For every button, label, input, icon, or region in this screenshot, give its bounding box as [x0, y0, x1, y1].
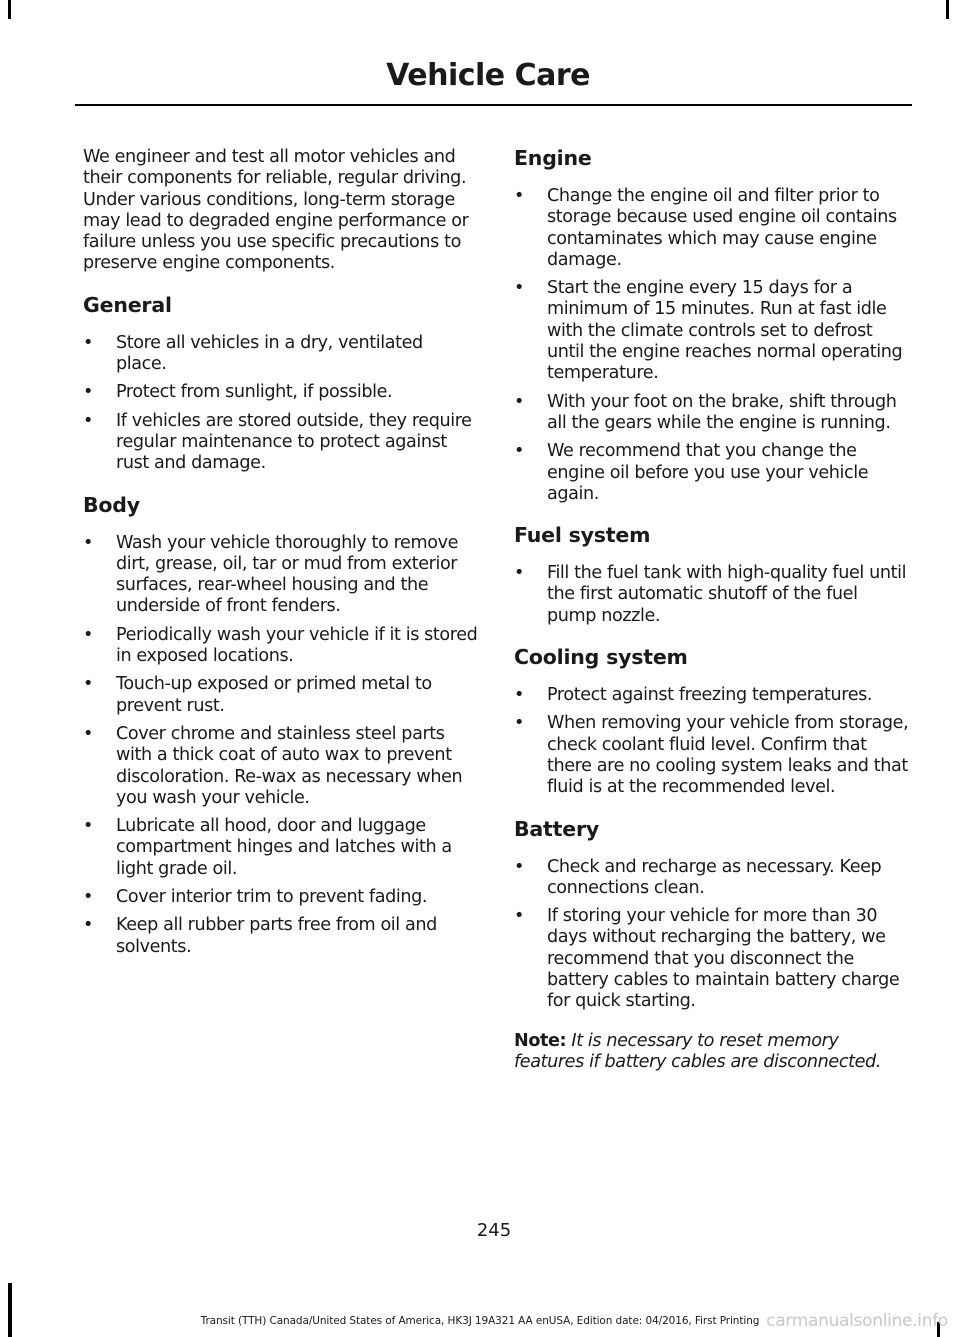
section-heading-engine: Engine — [514, 146, 592, 170]
bullet: • — [83, 410, 93, 431]
list-item: • Keep all rubber parts free from oil and solvents. — [83, 915, 437, 957]
left-column — [83, 147, 478, 976]
general-list — [83, 333, 478, 475]
list-item: • Periodically wash your vehicle if it is stored in exposed locations. — [83, 624, 478, 667]
section-heading-cooling-system: Cooling system — [514, 645, 688, 670]
note-label: Note: — [514, 1030, 567, 1051]
note-text: It is necessary to reset memory features if battery cables are disconnected. — [514, 1030, 882, 1072]
section-heading-battery: Battery — [514, 816, 600, 841]
section-heading-general: General — [83, 292, 172, 317]
list-item: • Start the engine every 15 days for a minimum of 15 minutes. Run at fast idle with the climate controls set to defrost until the engine reaches normal operating temperature. — [514, 278, 903, 384]
list-item: • Fill the fuel tank with high-quality fuel until the first automatic shutoff of the fuel pump nozzle. — [514, 563, 907, 626]
crop-mark-top-left — [8, 0, 11, 19]
bullet: • — [83, 887, 93, 908]
list-item: • When removing your vehicle from storage, check coolant fluid level. Confirm that there are no cooling system leaks and that fluid is at the recommended level. — [514, 713, 909, 798]
list-item: • Touch-up exposed or primed metal to prevent rust. — [83, 674, 432, 716]
list-item: • Store all vehicles in a dry, ventilated place. — [83, 332, 423, 375]
list-item: • Check and recharge as necessary. Keep connections clean. — [514, 856, 882, 898]
page-number: 245 — [476, 1220, 512, 1241]
bullet: • — [83, 332, 93, 353]
list-item: • If vehicles are stored outside, they require regular maintenance to protect against rust and damage. — [83, 410, 472, 474]
bullet: • — [514, 713, 524, 734]
note-paragraph — [514, 1031, 910, 1074]
bullet: • — [514, 856, 524, 877]
intro-paragraph: We engineer and test all motor vehicles and their components for reliable, regular driving. Under various conditions, long-term storage may lead to degraded engine performance or failure unless you use specific precautions to preserve engine components. — [83, 147, 469, 274]
list-item: • Protect against freezing temperatures. — [514, 685, 873, 706]
bullet: • — [514, 906, 524, 927]
list-item: • Wash your vehicle thoroughly to remove dirt, grease, oil, tar or mud from exterior surfaces, rear-wheel housing and the underside of front fenders. — [83, 532, 459, 617]
list-item: • If storing your vehicle for more than 30 days without recharging the battery, we recommend that you disconnect the battery cables to maintain battery charge for quick starting. — [514, 906, 900, 1012]
bullet: • — [83, 624, 93, 645]
bullet: • — [514, 278, 524, 299]
list-item: • Protect from sunlight, if possible. — [83, 382, 393, 403]
right-column — [514, 146, 910, 1091]
cooling-list — [514, 685, 910, 798]
bullet: • — [83, 915, 93, 936]
footer-edition-info: Transit (TTH) Canada/United States of America, HK3J 19A321 AA enUSA, Edition date: 04/2016, First Printing — [200, 1315, 760, 1327]
bullet: • — [83, 382, 93, 403]
bullet: • — [514, 563, 524, 584]
bullet: • — [83, 532, 93, 553]
bullet: • — [83, 816, 93, 837]
bullet: • — [514, 441, 524, 462]
list-item: • With your foot on the brake, shift through all the gears while the engine is running. — [514, 391, 897, 433]
bullet: • — [514, 685, 524, 706]
header-divider — [75, 104, 912, 106]
battery-list — [514, 857, 910, 1013]
crop-mark-top-right — [946, 0, 949, 19]
bullet: • — [83, 674, 93, 695]
list-item: • Cover interior trim to prevent fading. — [83, 887, 428, 908]
page-title: Vehicle Care — [386, 58, 590, 93]
watermark: carmanualsonline.info — [766, 1311, 948, 1331]
section-heading-body: Body — [83, 492, 140, 517]
list-item: • Lubricate all hood, door and luggage compartment hinges and latches with a light grade oil. — [83, 816, 452, 879]
body-list — [83, 533, 478, 958]
crop-mark-bottom-left-rule — [11, 1283, 12, 1337]
list-item: • We recommend that you change the engine oil before you use your vehicle again. — [514, 441, 869, 504]
section-heading-fuel-system: Fuel system — [514, 523, 651, 548]
bullet: • — [514, 186, 524, 206]
bullet: • — [514, 391, 524, 412]
list-item: • Change the engine oil and filter prior to storage because used engine oil contains contaminates which may cause engine damage. — [514, 186, 897, 270]
list-item: • Cover chrome and stainless steel parts with a thick coat of auto wax to prevent discoloration. Re-wax as necessary when you wash your vehicle. — [83, 723, 463, 808]
fuel-list — [514, 563, 910, 627]
engine-list — [514, 186, 910, 505]
bullet: • — [83, 723, 93, 744]
